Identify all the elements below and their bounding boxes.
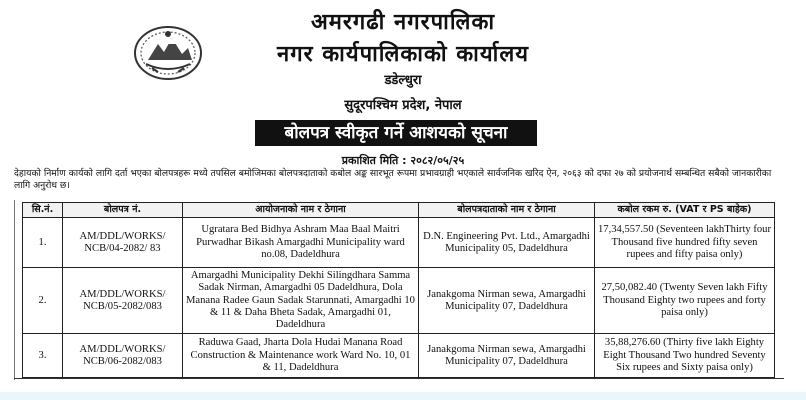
published-date: प्रकाशित मिति : २०८२/०५/२५	[341, 154, 465, 167]
intro-paragraph: देहायको निर्माण कार्यको लागि दर्ता भएका बोलपत्रहरू मध्ये तपसिल बमोजिमका बोलपत्रदाताको कबोल अङ्क सारभूत रूपमा प्रभावग्राही भएकाले सार्वजनिक खरिद ऐन, २०६३ को दफा २७ को प्रयोजनार्थ सम्बन्धित सबैको जानकारीका लागि अनुरोध छ।	[14, 168, 772, 191]
cell-bid-no: AM/DDL/WORKS/ NCB/05-2082/083	[63, 268, 183, 334]
left-edge-divider	[14, 200, 15, 380]
cell-amount: 27,50,082.40 (Twenty Seven lakh Fifty Thousand Eighty two rupees and forty paisa only)	[595, 268, 775, 334]
notice-title: बोलपत्र स्वीकृत गर्ने आशयको सूचना	[255, 120, 537, 146]
cell-bidder: Janakgoma Nirman sewa, Amargadhi Municipality 07, Dadeldhura	[419, 268, 595, 334]
cell-sn: 2.	[23, 268, 63, 334]
col-header-bid-no: बोलपत्र नं.	[63, 203, 183, 218]
cell-amount: 35,88,276.60 (Thirty five lakh Eighty Eight Thousand Two hundred Seventy Six rupees and Sixty paisa only)	[595, 334, 775, 378]
cell-sn: 1.	[23, 218, 63, 268]
cell-bid-no: AM/DDL/WORKS/ NCB/04-2082/ 83	[63, 218, 183, 268]
cell-project: Ugratara Bed Bidhya Ashram Maa Baal Maitri Purwadhar Bikash Amargadhi Municipality ward no.08, Dadeldhura	[183, 218, 419, 268]
col-header-amount: कबोल रकम रु. (VAT र PS बाहेक)	[595, 203, 775, 218]
cell-project: Raduwa Gaad, Jharta Dola Hudai Manana Road Construction & Maintenance work Ward No. 10, 01 & 11, Dadeldhura	[183, 334, 419, 378]
table-row	[23, 334, 775, 378]
cell-sn: 3.	[23, 334, 63, 378]
cell-bid-no: AM/DDL/WORKS/ NCB/06-2082/083	[63, 334, 183, 378]
table-row	[23, 268, 775, 334]
cell-bidder: D.N. Engineering Pvt. Ltd., Amargadhi Municipality 05, Dadeldhura	[419, 218, 595, 268]
bid-table	[22, 202, 775, 378]
cell-bidder: Janakgoma Nirman sewa, Amargadhi Municipality 07, Dadeldhura	[419, 334, 595, 378]
office-name: नगर कार्यपालिकाको कार्यालय	[277, 42, 529, 67]
district-name: डडेल्धुरा	[384, 73, 422, 88]
cell-project: Amargadhi Municipality Dekhi Silingdhara Samma Sadak Nirman, Amargadhi 05 Dadeldhura, Dola Manana Radee Gaun Sadak Starunnati, Amargadhi 10 & 11 & Daha Bheta Sadak, Amargadhi 01, Dadeldhura	[183, 268, 419, 334]
bottom-divider	[14, 378, 784, 379]
table-row	[23, 218, 775, 268]
col-header-project: आयोजनाको नाम र ठेगाना	[183, 203, 419, 218]
cell-amount: 17,34,557.50 (Seventeen lakhThirty four Thousand five hundred fifty seven rupees and fifty paisa only)	[595, 218, 775, 268]
col-header-sn: सि.नं.	[23, 203, 63, 218]
municipality-name: अमरगढी नगरपालिका	[310, 10, 496, 35]
table-header-row	[23, 203, 775, 218]
bottom-strip	[0, 392, 806, 400]
province-name: सुदूरपश्चिम प्रदेश, नेपाल	[344, 98, 462, 113]
col-header-bidder: बोलपत्रदाताको नाम र ठेगाना	[419, 203, 595, 218]
